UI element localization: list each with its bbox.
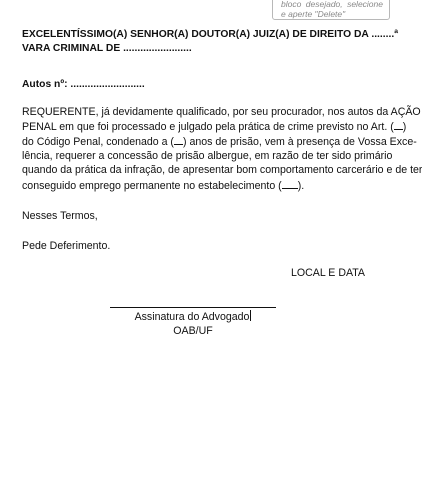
body-line-2	[22, 119, 407, 134]
instruction-note-text: bloco desejado, selecione e aperte "Delete"	[281, 0, 383, 19]
years-blank	[174, 134, 183, 145]
request-line: Pede Deferimento.	[22, 239, 111, 252]
heading-line-2: VARA CRIMINAL DE ........................	[22, 43, 192, 54]
body-line-6-close: ).	[297, 179, 305, 192]
heading-line-1: EXCELENTÍSSIMO(A) SENHOR(A) DOUTOR(A) JUIZ(A) DE DIREITO DA ........ª	[22, 29, 399, 40]
oab-label: OAB/UF	[173, 325, 213, 337]
petition-heading	[22, 28, 399, 56]
instruction-note	[272, 0, 390, 20]
local-date: LOCAL E DATA	[291, 266, 365, 279]
text-cursor	[250, 310, 251, 321]
body-line-3-text: do Código Penal, condenado a (	[22, 136, 174, 149]
petition-document	[22, 28, 422, 280]
case-number: Autos nº: ..........................	[22, 79, 145, 90]
closing-line: Nesses Termos,	[22, 209, 98, 222]
body-line-2-text: PENAL em que foi processado e julgado pela prática de crime previsto no Art. (	[22, 121, 394, 134]
signature-line	[110, 307, 276, 308]
body-line-3-rest: ) anos de prisão, vem à presença de Vossa Exce-	[182, 136, 417, 149]
body-line-6	[22, 178, 365, 193]
petition-body	[22, 105, 422, 193]
body-line-6-text: conseguido emprego permanente no estabelecimento (	[22, 179, 282, 192]
body-line-3	[22, 134, 417, 149]
article-blank	[394, 119, 403, 130]
body-line-1: REQUERENTE, já devidamente qualificado, por seu procurador, nos autos da AÇÃO	[22, 106, 421, 119]
body-line-5: quando da prática da infração, de apresentar bom comportamento carcerário e de ter	[22, 164, 422, 177]
signature-label[interactable]	[110, 310, 276, 324]
body-line-4: lência, requerer a concessão de prisão albergue, em razão de ter sido primário	[22, 150, 393, 163]
signature-label-text: Assinatura do Advogado	[134, 311, 250, 323]
body-line-2-close: )	[402, 121, 407, 134]
establishment-blank	[282, 178, 298, 189]
